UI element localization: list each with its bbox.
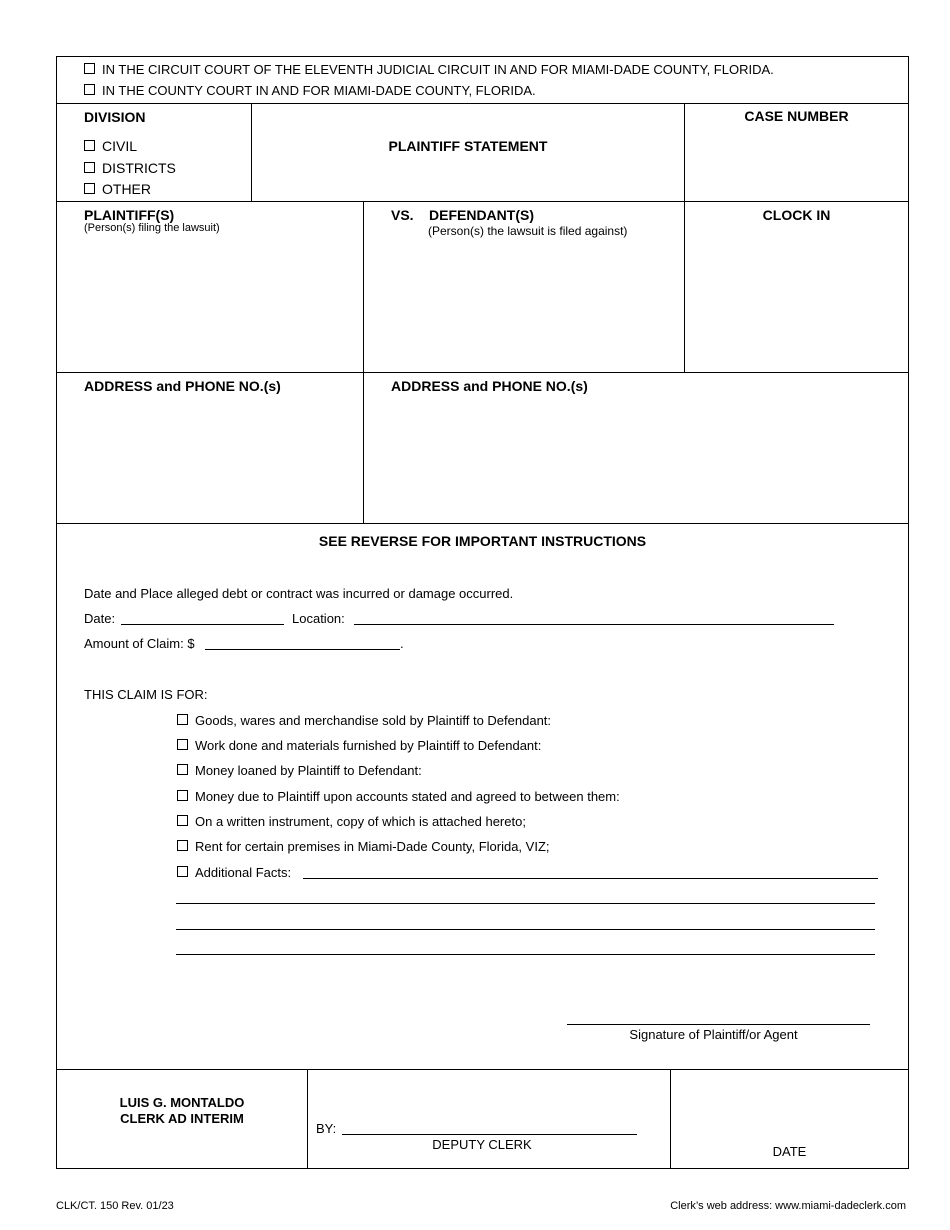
signature-label: Signature of Plaintiff/or Agent bbox=[629, 1027, 798, 1042]
clock-in-label: CLOCK IN bbox=[762, 207, 831, 223]
date-box-label: DATE bbox=[772, 1144, 807, 1159]
claim-option-label: Goods, wares and merchandise sold by Plaintiff to Defendant: bbox=[195, 713, 552, 728]
checkbox-icon[interactable] bbox=[84, 84, 95, 95]
defendant-label: DEFENDANT(S) bbox=[429, 207, 534, 223]
signature-line[interactable] bbox=[567, 1024, 870, 1025]
claim-option-label: Money loaned by Plaintiff to Defendant: bbox=[195, 763, 422, 778]
form-border-bottom bbox=[56, 1168, 909, 1169]
checkbox-icon[interactable] bbox=[177, 739, 188, 750]
court-option-label: IN THE CIRCUIT COURT OF THE ELEVENTH JUDICIAL CIRCUIT IN AND FOR MIAMI-DADE COUNTY, FLORIDA. bbox=[102, 62, 774, 77]
location-label: Location: bbox=[292, 611, 345, 626]
court-option-label: IN THE COUNTY COURT IN AND FOR MIAMI-DADE COUNTY, FLORIDA. bbox=[102, 83, 536, 98]
claim-option-label: Rent for certain premises in Miami-Dade County, Florida, VIZ; bbox=[195, 839, 550, 854]
additional-facts-line-3[interactable] bbox=[176, 929, 875, 930]
claim-option-rent[interactable] bbox=[177, 839, 550, 854]
checkbox-icon[interactable] bbox=[177, 815, 188, 826]
amount-label: Amount of Claim: $ bbox=[84, 636, 195, 651]
form-border-left bbox=[56, 56, 57, 1169]
divider-case bbox=[684, 103, 685, 372]
court-option-county[interactable] bbox=[84, 83, 536, 98]
divider-court bbox=[56, 103, 909, 104]
claim-option-label: Money due to Plaintiff upon accounts stated and agreed to between them: bbox=[195, 789, 620, 804]
claim-option-additional-facts[interactable] bbox=[177, 865, 291, 880]
checkbox-icon[interactable] bbox=[177, 840, 188, 851]
claim-option-goods[interactable] bbox=[177, 713, 551, 728]
deputy-clerk-signature-line[interactable] bbox=[342, 1134, 637, 1135]
plaintiff-address-label: ADDRESS and PHONE NO.(s) bbox=[84, 378, 281, 394]
clerk-title: CLERK AD INTERIM bbox=[120, 1111, 244, 1126]
division-option-civil[interactable] bbox=[84, 138, 137, 154]
plaintiff-address-field[interactable] bbox=[57, 373, 363, 523]
checkbox-icon[interactable] bbox=[177, 714, 188, 725]
division-option-districts[interactable] bbox=[84, 160, 176, 176]
web-address: Clerk’s web address: www.miami-dadeclerk.com bbox=[670, 1200, 906, 1212]
claim-option-written-instrument[interactable] bbox=[177, 814, 526, 829]
claim-option-money-loaned[interactable] bbox=[177, 763, 422, 778]
defendant-address-label: ADDRESS and PHONE NO.(s) bbox=[391, 378, 588, 394]
amount-input-line[interactable] bbox=[205, 649, 400, 650]
checkbox-icon[interactable] bbox=[177, 764, 188, 775]
form-border-right bbox=[908, 56, 909, 1169]
divider-footer-left bbox=[307, 1069, 308, 1169]
divider-footer-top bbox=[56, 1069, 909, 1070]
checkbox-icon[interactable] bbox=[177, 866, 188, 877]
division-option-label: CIVIL bbox=[102, 138, 138, 154]
divider-address-bottom bbox=[56, 523, 909, 524]
claim-for-label: THIS CLAIM IS FOR: bbox=[84, 687, 208, 702]
additional-facts-line-1[interactable] bbox=[303, 878, 878, 879]
court-option-circuit[interactable] bbox=[84, 62, 774, 77]
checkbox-icon[interactable] bbox=[84, 63, 95, 74]
amount-end: . bbox=[400, 636, 404, 651]
date-label: Date: bbox=[84, 611, 116, 626]
defendant-sub: (Person(s) the lawsuit is filed against) bbox=[428, 224, 628, 238]
location-input-line[interactable] bbox=[354, 624, 834, 625]
plaintiff-sub: (Person(s) filing the lawsuit) bbox=[84, 222, 220, 234]
additional-facts-line-4[interactable] bbox=[176, 954, 875, 955]
vs-label: VS. bbox=[391, 207, 414, 223]
division-option-label: DISTRICTS bbox=[102, 160, 176, 176]
form-border-top bbox=[56, 56, 909, 57]
divider-parties-top bbox=[56, 201, 909, 202]
by-label: BY: bbox=[316, 1121, 337, 1136]
plaintiff-label: PLAINTIFF(S) bbox=[84, 207, 175, 223]
date-input-line[interactable] bbox=[121, 624, 284, 625]
checkbox-icon[interactable] bbox=[84, 140, 95, 151]
claim-option-money-due[interactable] bbox=[177, 789, 620, 804]
checkbox-icon[interactable] bbox=[177, 790, 188, 801]
clerk-name: LUIS G. MONTALDO bbox=[119, 1095, 245, 1110]
claim-option-label: On a written instrument, copy of which is attached hereto; bbox=[195, 814, 526, 829]
checkbox-icon[interactable] bbox=[84, 183, 95, 194]
instructions-heading: SEE REVERSE FOR IMPORTANT INSTRUCTIONS bbox=[318, 533, 647, 549]
checkbox-icon[interactable] bbox=[84, 162, 95, 173]
division-label: DIVISION bbox=[84, 109, 146, 125]
claim-option-work[interactable] bbox=[177, 738, 541, 753]
deputy-clerk-label: DEPUTY CLERK bbox=[432, 1137, 532, 1152]
case-number-label: CASE NUMBER bbox=[744, 108, 849, 124]
division-option-label: OTHER bbox=[102, 181, 151, 197]
claim-option-label: Work done and materials furnished by Plaintiff to Defendant: bbox=[195, 738, 542, 753]
defendant-address-field[interactable] bbox=[364, 373, 908, 523]
claim-option-label: Additional Facts: bbox=[195, 865, 292, 880]
form-code: CLK/CT. 150 Rev. 01/23 bbox=[56, 1200, 174, 1212]
division-option-other[interactable] bbox=[84, 181, 151, 197]
form-title: PLAINTIFF STATEMENT bbox=[388, 138, 548, 154]
date-place-text: Date and Place alleged debt or contract was incurred or damage occurred. bbox=[84, 586, 514, 601]
additional-facts-line-2[interactable] bbox=[176, 903, 875, 904]
